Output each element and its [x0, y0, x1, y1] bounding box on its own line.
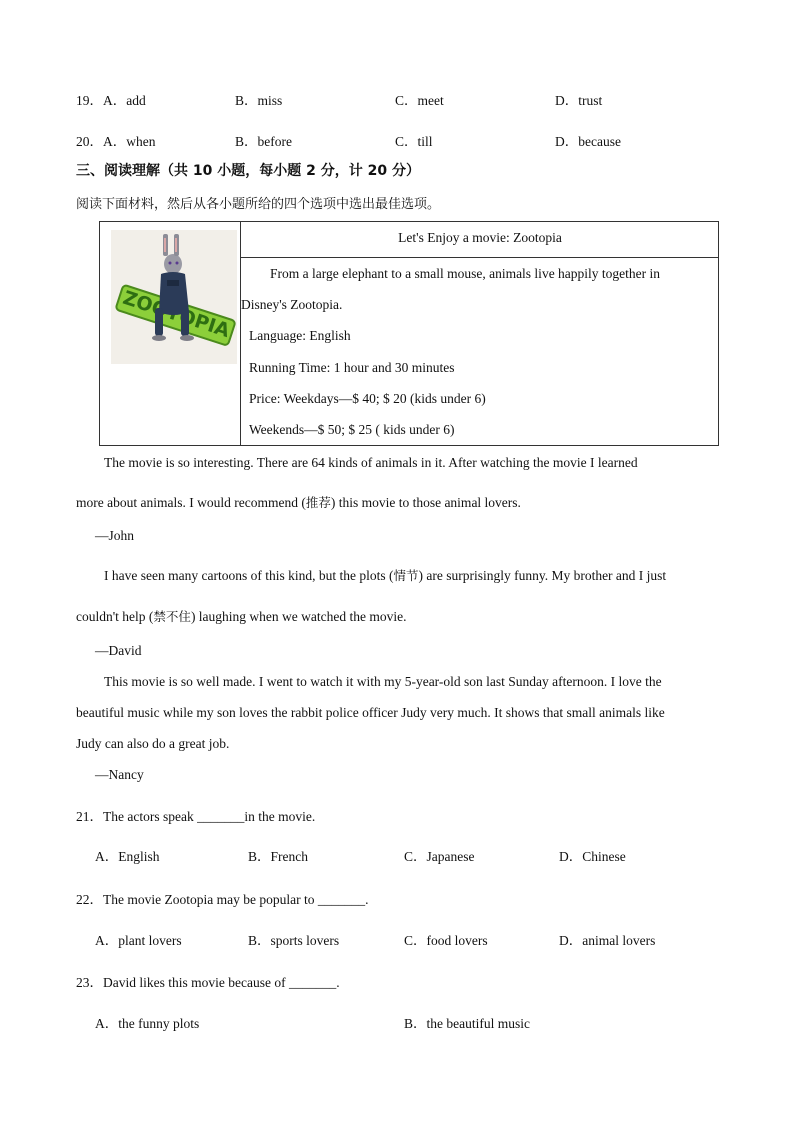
q20-option-b: B．before — [235, 134, 292, 149]
review-nancy-line1: This movie is so well made. I went to watch it with my 5-year-old son last Sunday afternoon. I love the — [104, 674, 662, 689]
section-heading: 三、阅读理解（共 10 小题，每小题 2 分，计 20 分） — [76, 163, 420, 179]
q21-option-b: B．French — [248, 849, 308, 864]
review-nancy-author: —Nancy — [95, 767, 144, 782]
q20-option-a: 20．A．when — [76, 134, 156, 149]
review-david-chinese-gloss1: 情节 — [393, 568, 419, 583]
q22-option-b: B．sports lovers — [248, 933, 340, 948]
q23-option-a: A．the funny plots — [95, 1016, 200, 1031]
review-john-line2 — [76, 493, 521, 511]
review-nancy-line2: beautiful music while my son loves the rabbit police officer Judy very much. It shows that small animals like — [76, 705, 665, 720]
ad-description-line2: Disney's Zootopia. — [241, 297, 343, 312]
ad-title: Let's Enjoy a movie: Zootopia — [398, 230, 562, 245]
q20-option-d: D．because — [555, 134, 621, 149]
zootopia-poster-image — [111, 230, 237, 364]
ad-language: Language: English — [249, 328, 351, 343]
ad-price-weekends: Weekends—$ 50; $ 25 ( kids under 6) — [249, 422, 455, 437]
q19-option-b: B．miss — [235, 93, 283, 108]
q21-option-a: A．English — [95, 849, 160, 864]
table-divider-horizontal — [240, 257, 718, 258]
q23-stem: 23．David likes this movie because of _______. — [76, 975, 340, 990]
review-david-line2-part1: couldn't help ( — [76, 609, 154, 624]
q19-option-c: C．meet — [395, 93, 444, 108]
review-david-chinese-gloss2: 禁不住 — [153, 609, 191, 624]
q20-option-c: C．till — [395, 134, 433, 149]
review-john-author: —John — [95, 528, 135, 543]
q22-option-d: D．animal lovers — [559, 933, 656, 948]
review-david-line2 — [76, 607, 407, 625]
ad-description-line1: From a large elephant to a small mouse, animals live happily together in — [270, 266, 661, 281]
ad-price-weekdays: Price: Weekdays—$ 40; $ 20 (kids under 6) — [249, 391, 486, 406]
q22-stem: 22．The movie Zootopia may be popular to _______. — [76, 892, 369, 907]
q21-option-d: D．Chinese — [559, 849, 626, 864]
review-john-line2-part2: ) this movie to those animal lovers. — [330, 495, 521, 510]
review-john-chinese-gloss: 推荐 — [305, 495, 331, 510]
q19-option-a: 19．A．add — [76, 93, 146, 108]
q21-option-c: C．Japanese — [404, 849, 475, 864]
q21-stem: 21．The actors speak _______in the movie. — [76, 809, 316, 824]
review-john-line2-part1: more about animals. I would recommend ( — [76, 495, 306, 510]
review-david-line2-part2: ) laughing when we watched the movie. — [190, 609, 407, 624]
table-divider-vertical — [240, 222, 241, 445]
review-david-line1-part2: ) are surprisingly funny. My brother and I just — [418, 568, 667, 583]
ad-running-time: Running Time: 1 hour and 30 minutes — [249, 360, 455, 375]
q23-option-b: B．the beautiful music — [404, 1016, 530, 1031]
review-john-line1: The movie is so interesting. There are 64 kinds of animals in it. After watching the movie I learned — [104, 455, 638, 470]
q19-option-d: D．trust — [555, 93, 603, 108]
q22-option-a: A．plant lovers — [95, 933, 182, 948]
q22-option-c: C．food lovers — [404, 933, 488, 948]
review-nancy-line3: Judy can also do a great job. — [76, 736, 230, 751]
movie-ad-table — [99, 221, 719, 446]
review-david-line1 — [104, 566, 666, 584]
review-david-line1-part1: I have seen many cartoons of this kind, but the plots ( — [104, 568, 394, 583]
reading-instruction: 阅读下面材料，然后从各小题所给的四个选项中选出最佳选项。 — [76, 197, 441, 212]
review-david-author: —David — [95, 643, 142, 658]
